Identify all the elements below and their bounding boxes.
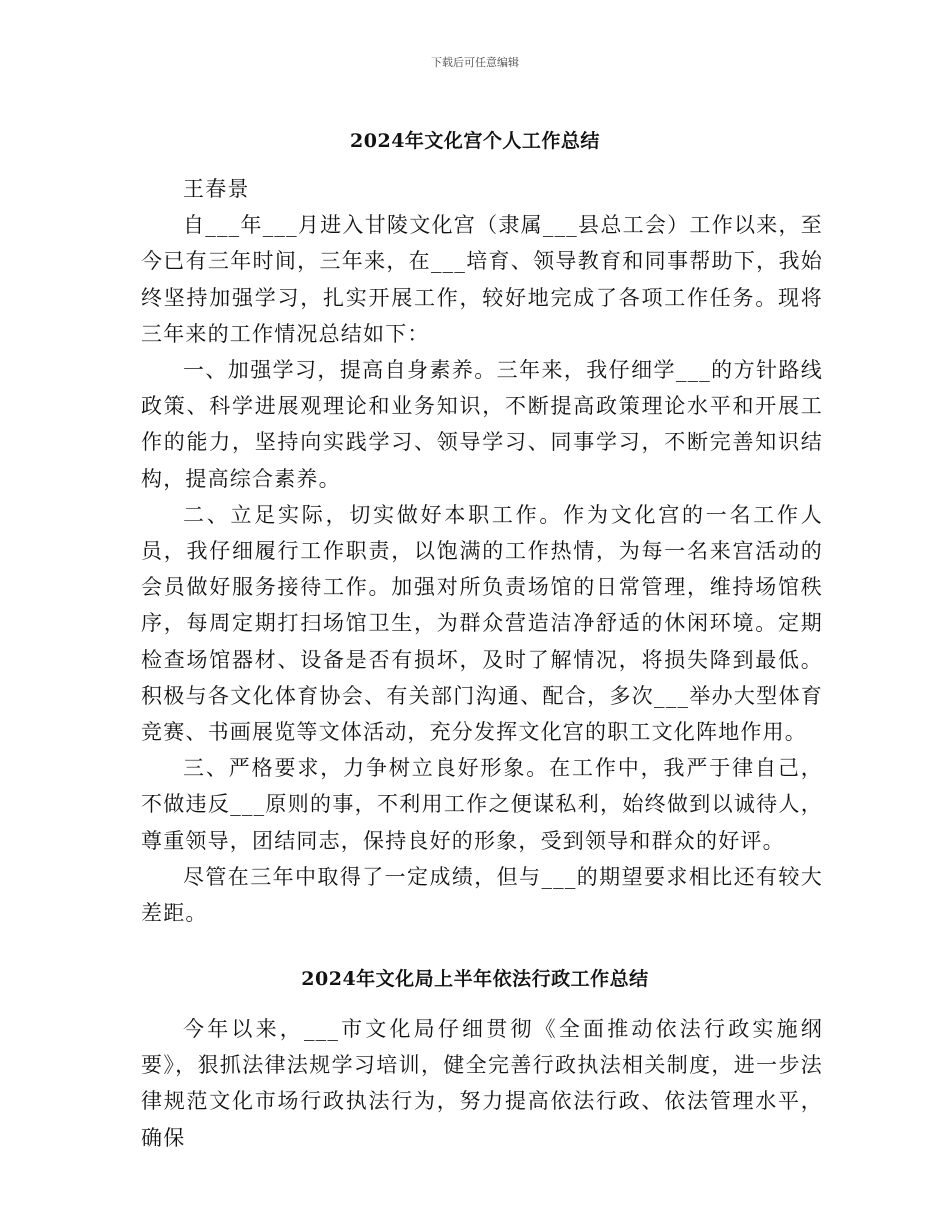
paragraph: 三、严格要求，力争树立良好形象。在工作中，我严于律自己，不做违反___原则的事，不利用工作之便谋私利，始终做到以诚待人，尊重领导，团结同志，保持良好的形象，受到领导和群众的好评。 xyxy=(141,756,823,853)
second-document-title: 2024年文化局上半年依法行政工作总结 xyxy=(301,968,649,990)
document-title: 2024年文化宫个人工作总结 xyxy=(350,130,600,152)
paragraph: 二、立足实际，切实做好本职工作。作为文化宫的一名工作人员，我仔细履行工作职责，以饱满的工作热情，为每一名来宫活动的会员做好服务接待工作。加强对所负责场馆的日常管理，维持场馆秩序，每周定期打扫场馆卫生，为群众营造洁净舒适的休闲环境。定期检查场馆器材、设备是否有损坏，及时了解情况，将损失降到最低。积极与各文化体育协会、有关部门沟通、配合，多次___举办大型体育竞赛、书画展览等文体活动，充分发挥文化宫的职工文化阵地作用。 xyxy=(141,502,823,745)
paragraph: 一、加强学习，提高自身素养。三年来，我仔细学___的方针路线政策、科学进展观理论和业务知识，不断提高政策理论水平和开展工作的能力，坚持向实践学习、领导学习、同事学习，不断完善知识结构，提高综合素养。 xyxy=(141,358,823,491)
paragraph: 今年以来，___市文化局仔细贯彻《全面推动依法行政实施纲要》，狠抓法律法规学习培训，健全完善行政执法相关制度，进一步法律规范文化市场行政执法行为，努力提高依法行政、依法管理水平，确保 xyxy=(141,1017,823,1150)
section1-body xyxy=(141,171,823,931)
header-note: 下载后可任意编辑 xyxy=(431,56,519,69)
author-line: 王春景 xyxy=(183,177,250,201)
paragraph: 自___年___月进入甘陵文化宫（隶属___县总工会）工作以来，至今已有三年时间，三年来，在___培育、领导教育和同事帮助下，我始终坚持加强学习，扎实开展工作，较好地完成了各项工作任务。现将三年来的工作情况总结如下： xyxy=(141,213,823,346)
section2-body xyxy=(141,1011,823,1156)
paragraph: 尽管在三年中取得了一定成绩，但与___的期望要求相比还有较大差距。 xyxy=(141,864,823,926)
